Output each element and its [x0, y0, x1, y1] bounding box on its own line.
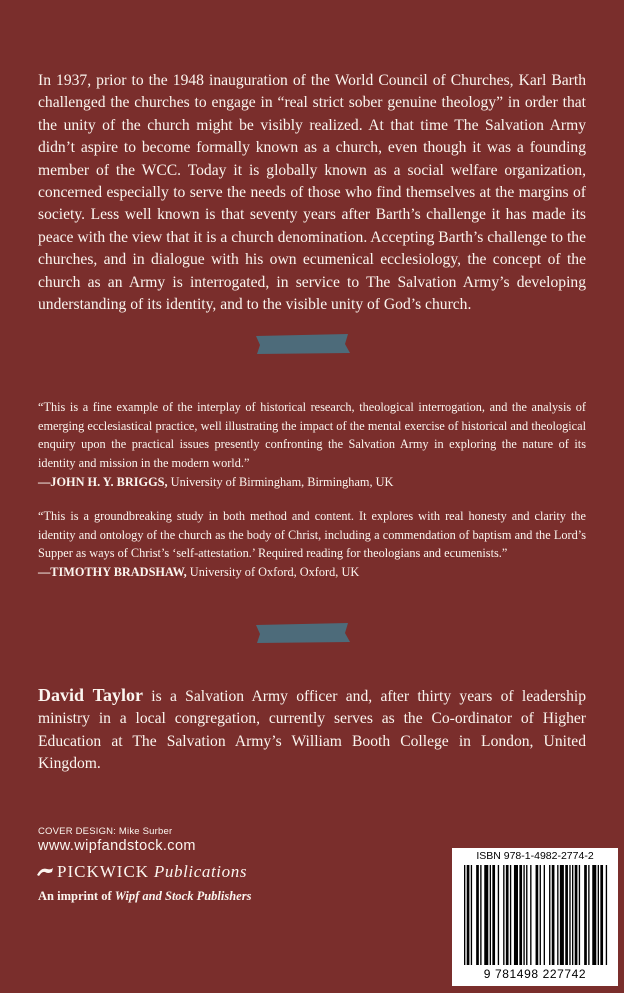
- barcode-bar: [523, 865, 524, 965]
- barcode-bar: [572, 865, 573, 965]
- barcode-bar: [584, 865, 587, 965]
- endorsement-1: [38, 398, 586, 492]
- author-name: David Taylor: [38, 685, 143, 705]
- barcode-bar: [476, 865, 479, 965]
- imprint-name: Wipf and Stock Publishers: [114, 889, 252, 903]
- barcode-digits: 9 781498 227742: [483, 967, 587, 981]
- barcode-bar: [484, 865, 488, 965]
- barcode-bar: [552, 865, 555, 965]
- barcode-bar: [540, 865, 541, 965]
- barcode-bar: [467, 865, 470, 965]
- ribbon-divider-icon: [254, 622, 352, 644]
- barcode: [452, 848, 618, 986]
- barcode-bars: [452, 848, 618, 986]
- barcode-bar: [480, 865, 481, 965]
- back-cover-blurb: In 1937, prior to the 1948 inauguration of the World Council of Churches, Karl Barth challenged the churches to engage in “real strict sober genuine theology” in order that the unity of the church might be visibly realized. At that time The Salvation Army didn’t aspire to become formally known as a church, even though it was a founding member of the WCC. Today it is globally known as a social welfare organization, concerned especially to serve the needs of those who find themselves at the margins of society. Less well known is that seventy years after Barth’s challenge it has made its peace with the view that it is a church denomination. Accepting Barth’s challenge to the churches, and in dialogue with his own ecumenical ecclesiology, the concept of the church as an Army is interrogated, in service to The Salvation Army’s developing understanding of its identity, and to the visible unity of God’s church.: [38, 72, 586, 314]
- barcode-bar: [503, 865, 504, 965]
- barcode-bar: [569, 865, 570, 965]
- publisher-logo: [36, 862, 247, 882]
- endorsement-2-name: —TIMOTHY BRADSHAW,: [38, 565, 187, 580]
- barcode-bar: [606, 865, 607, 965]
- publisher-name: [57, 862, 247, 882]
- barcode-bar: [464, 865, 465, 965]
- barcode-bar: [506, 865, 509, 965]
- barcode-bar: [530, 865, 531, 965]
- publisher-name-caps: PICKWICK: [57, 862, 150, 881]
- endorsement-2-attribution: [38, 563, 586, 582]
- barcode-bar: [588, 865, 589, 965]
- endorsement-1-quote: “This is a fine example of the interplay of historical research, theological interrogation, and the analysis of emerging ecclesiastical practice, well illustrating the impact of the mental exercise of historical and theological enquiry upon the practical issues presently confronting the Salvation Army in exploring the nature of its identity and mission in the modern world.”: [38, 400, 586, 471]
- barcode-bar: [471, 865, 472, 965]
- barcode-bar: [598, 865, 599, 965]
- endorsement-1-name: —JOHN H. Y. BRIGGS,: [38, 474, 168, 489]
- barcode-bar: [544, 865, 545, 965]
- barcode-bar: [579, 865, 580, 965]
- endorsement-2: [38, 507, 586, 582]
- ribbon-divider-icon: [254, 333, 352, 355]
- barcode-bar: [600, 865, 603, 965]
- author-bio: [38, 684, 586, 776]
- barcode-bar: [560, 865, 564, 965]
- cover-design-credit: COVER DESIGN: Mike Surber: [38, 826, 173, 837]
- barcode-bar: [490, 865, 491, 965]
- barcode-bar: [514, 865, 518, 965]
- barcode-bar: [510, 865, 511, 965]
- barcode-bar: [536, 865, 539, 965]
- publisher-imprint: [38, 889, 251, 904]
- endorsement-1-affiliation: University of Birmingham, Birmingham, UK: [167, 474, 394, 489]
- pickwick-logo-icon: [36, 866, 54, 878]
- barcode-bar: [557, 865, 558, 965]
- barcode-bar: [565, 865, 568, 965]
- barcode-bar: [498, 865, 499, 965]
- barcode-bar: [526, 865, 527, 965]
- barcode-bar: [575, 865, 578, 965]
- barcode-bar: [549, 865, 550, 965]
- author-bio-text: is a Salvation Army officer and, after thirty years of leadership ministry in a local congregation, currently serves as the Co-ordinator of Higher Education at The Salvation Army’s William Booth College in London, United Kingdom.: [38, 688, 587, 773]
- publisher-name-italic: Publications: [149, 862, 248, 881]
- barcode-bar: [592, 865, 596, 965]
- endorsement-2-affiliation: University of Oxford, Oxford, UK: [186, 565, 360, 580]
- isbn-label: ISBN 978-1-4982-2774-2: [476, 850, 594, 862]
- imprint-prefix: An imprint of: [38, 889, 115, 903]
- publisher-website: www.wipfandstock.com: [38, 838, 196, 854]
- barcode-bar: [519, 865, 522, 965]
- endorsement-1-attribution: [38, 473, 586, 492]
- barcode-bar: [492, 865, 495, 965]
- endorsement-2-quote: “This is a groundbreaking study in both method and content. It explores with real honesty and clarity the identity and ontology of the church as the body of Christ, including a commendation of baptism and the Lord’s Supper as ways of Christ’s ‘self-attestation.’ Required reading for theologians and ecumenists.”: [38, 509, 586, 561]
